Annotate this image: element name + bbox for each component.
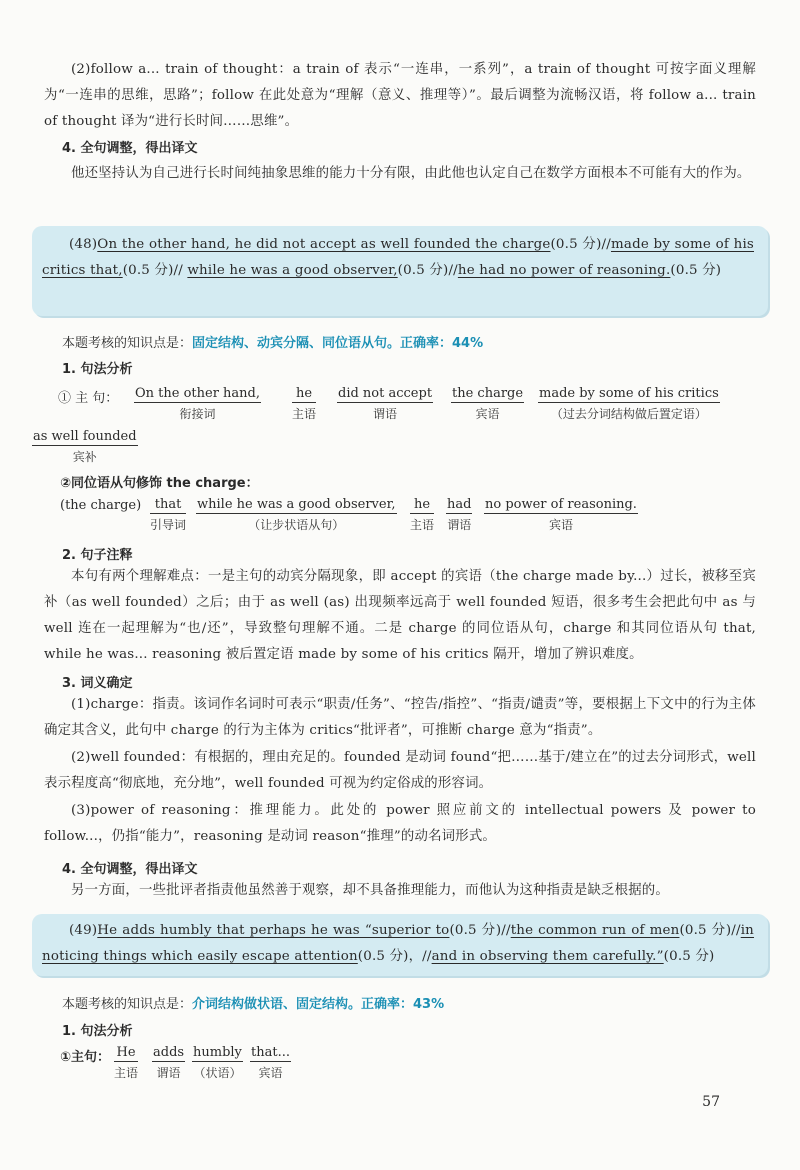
page-number: 57 <box>702 1094 720 1110</box>
score-mark: (0.5 分)// <box>397 263 458 278</box>
section-heading-syntax: 1. 句法分析 <box>62 1024 133 1039</box>
syntax-part: while he was a good observer, （让步状语从句） <box>197 497 396 532</box>
syntax-part: that 引导词 <box>150 497 187 532</box>
score-mark: (0.5 分)// <box>122 263 188 278</box>
score-mark: (0.5 分) <box>663 949 715 964</box>
q49-segment-3b: noticing things which easily escape attention <box>42 949 358 964</box>
knowledge-points-49: 本题考核的知识点是：介词结构做状语、固定结构。正确率：43% <box>62 997 445 1012</box>
syntax-part: no power of reasoning. 宾语 <box>485 497 637 532</box>
appositive-lead: (the charge) <box>60 498 142 513</box>
section-heading-word-meaning: 3. 词义确定 <box>62 676 133 691</box>
main-clause-label: ①主句： <box>60 1050 111 1065</box>
section-heading-notes: 2. 句子注释 <box>62 548 133 563</box>
q48-segment-2: made by some of his critics that, <box>42 237 754 278</box>
translation-48: 另一方面，一些批评者指责他虽然善于观察，却不具备推理能力，而他认为这种指责是缺乏根据的。 <box>71 883 669 898</box>
syntax-part-complement: as well founded 宾补 <box>33 429 137 464</box>
q49-segment-2: the common run of men <box>510 923 680 938</box>
q49-segment-4: and in observing them carefully.” <box>431 949 664 964</box>
question-number: (49) <box>69 923 98 938</box>
paragraph-follow-train-of-thought: (2)follow a... train of thought：a train of 表示“一连串，一系列”，a train of thought 可按字面义理解为“一连串的思维，思路”；follow 在此处意为“理解（意义、推理等）”。最后调整为流畅汉语，将 follow a... train of thought 译为“进行长时间……思维”。 <box>44 62 756 129</box>
question-49-box <box>32 914 768 976</box>
question-49-text <box>42 918 754 970</box>
syntax-part: He 主语 <box>114 1045 139 1080</box>
appositive-clause-heading: ②同位语从句修饰 the charge： <box>60 476 259 491</box>
score-mark: (0.5 分)，// <box>357 949 432 964</box>
word-meaning-power-of-reasoning: (3)power of reasoning：推理能力。此处的 power 照应前文的 intellectual powers 及 power to follow...，仍指“能力”，reasoning 是动词 reason“推理”的动名词形式。 <box>44 803 756 844</box>
syntax-part: On the other hand, 衔接词 <box>135 386 260 421</box>
score-mark: (0.5 分) <box>670 263 722 278</box>
section-heading-sentence-adjust: 4. 全句调整，得出译文 <box>62 141 198 156</box>
sentence-notes-48: 本句有两个理解难点：一是主句的动宾分隔现象，即 accept 的宾语（the charge made by...）过长，被移至宾补（as well founded）之后；由于 as well (as) 出现频率远高于 well founded 短语，很多考生会把此句中 as 与 well 连在一起理解为“也/还”，导致整句理解不通。二是 charge 的同位语从句，charge 和其同位语从句 that, while he was... reasoning 被后置定语 made by some of his critics 隔开，增加了辨识难度。 <box>44 569 756 662</box>
question-48-box <box>32 226 768 316</box>
score-mark: (0.5 分)// <box>679 923 741 938</box>
syntax-part: that... 宾语 <box>251 1045 290 1080</box>
syntax-part: he 主语 <box>292 386 317 421</box>
section-heading-sentence-adjust: 4. 全句调整，得出译文 <box>62 862 198 877</box>
knowledge-points-48: 本题考核的知识点是：固定结构、动宾分隔、同位语从句。正确率：44% <box>62 336 484 351</box>
syntax-part: had 谓语 <box>447 497 472 532</box>
syntax-part: humbly （状语） <box>193 1045 242 1080</box>
q48-segment-1: On the other hand, he did not accept as well founded the charge <box>97 237 551 252</box>
syntax-part: made by some of his critics （过去分词结构做后置定语） <box>539 386 719 421</box>
syntax-part: he 主语 <box>410 497 435 532</box>
translation-47: 他还坚持认为自己进行长时间纯抽象思维的能力十分有限，由此他也认定自己在数学方面根本不可能有大的作为。 <box>71 166 751 181</box>
section-heading-syntax: 1. 句法分析 <box>62 362 133 377</box>
q48-segment-3: while he was a good observer, <box>187 263 398 278</box>
q49-segment-3a: in <box>740 923 755 938</box>
q48-segment-4: he had no power of reasoning. <box>457 263 671 278</box>
syntax-part: the charge 宾语 <box>452 386 524 421</box>
main-clause-label: ① 主 句： <box>58 391 119 406</box>
syntax-part: adds 谓语 <box>153 1045 185 1080</box>
score-mark: (0.5 分)// <box>550 237 611 252</box>
q49-segment-1: He adds humbly that perhaps he was “superior to <box>97 923 450 938</box>
word-meaning-well-founded: (2)well founded：有根据的，理由充足的。founded 是动词 found“把……基于/建立在”的过去分词形式，well 表示程度高“彻底地，充分地”，well founded 可视为约定俗成的形容词。 <box>44 750 756 791</box>
word-meaning-charge: (1)charge：指责。该词作名词时可表示“职责/任务”、“控告/指控”、“指责/谴责”等，要根据上下文中的行为主体确定其含义，此句中 charge 的行为主体为 critics“批评者”，可推断 charge 意为“指责”。 <box>44 697 756 738</box>
question-number: (48) <box>69 237 98 252</box>
syntax-part: did not accept 谓语 <box>338 386 433 421</box>
score-mark: (0.5 分)// <box>449 923 511 938</box>
question-48-text <box>42 232 754 284</box>
